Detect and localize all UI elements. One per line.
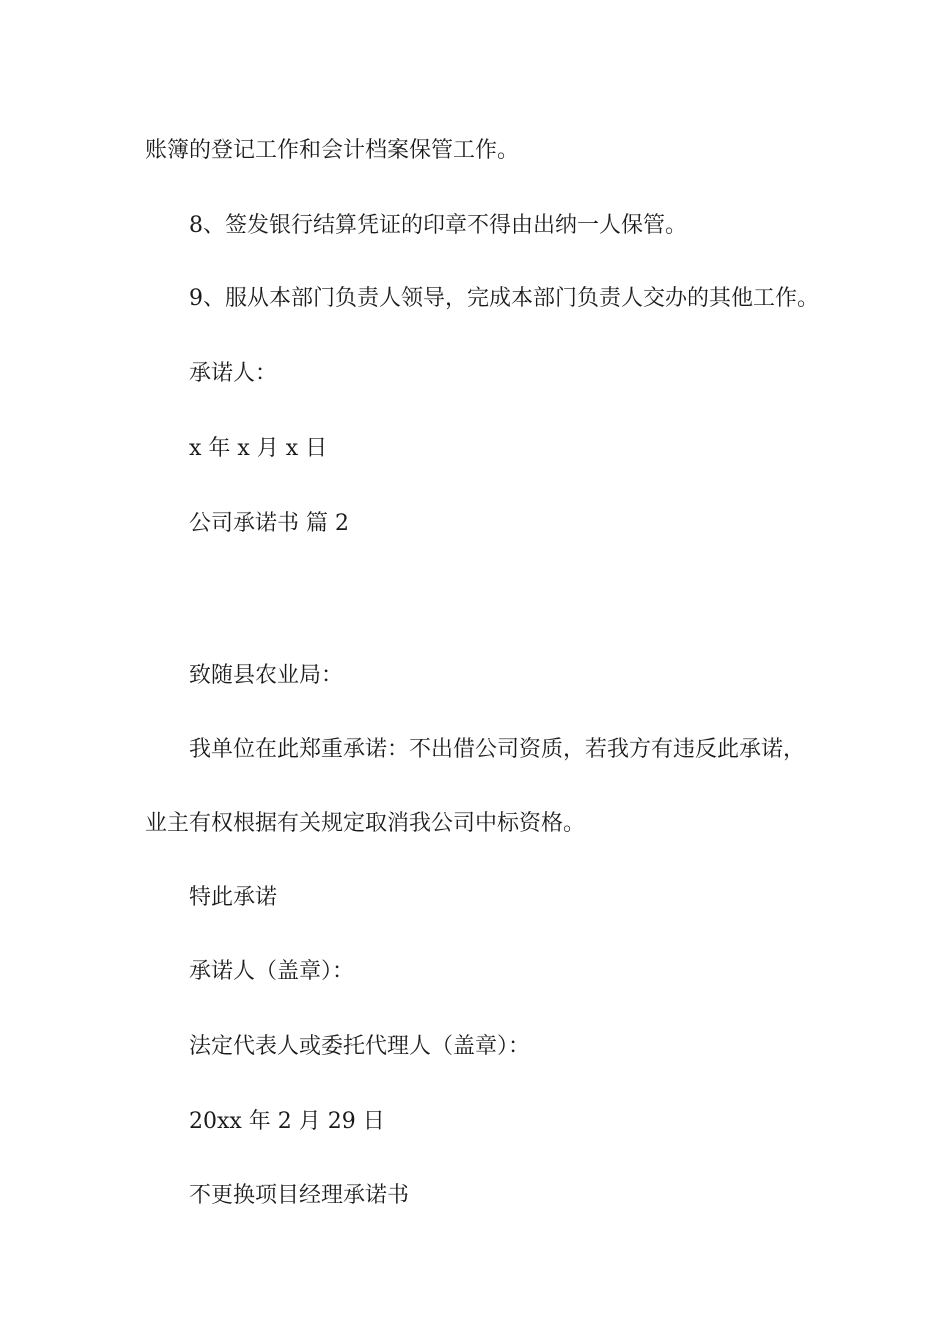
- closing-line: 特此承诺: [189, 885, 278, 910]
- paragraph-line-1: 我单位在此郑重承诺：不出借公司资质，若我方有违反此承诺，: [189, 737, 806, 762]
- paragraph-line-2: 业主有权根据有关规定取消我公司中标资格。: [145, 811, 586, 836]
- text-line-continuation: 账簿的登记工作和会计档案保管工作。: [145, 138, 520, 163]
- signature-label: 承诺人：: [189, 361, 278, 386]
- text-item-9: 9、服从本部门负责人领导，完成本部门负责人交办的其他工作。: [189, 286, 819, 311]
- next-document-title: 不更换项目经理承诺书: [189, 1183, 410, 1208]
- signatory-seal-label: 承诺人（盖章）：: [189, 959, 355, 984]
- signing-date: 20xx 年 2 月 29 日: [189, 1109, 385, 1134]
- addressee-line: 致随县农业局：: [189, 663, 344, 688]
- representative-seal-label: 法定代表人或委托代理人（盖章）：: [189, 1034, 531, 1059]
- section-heading: 公司承诺书 篇 2: [189, 511, 349, 536]
- date-line: x 年 x 月 x 日: [189, 436, 328, 461]
- text-item-8: 8、签发银行结算凭证的印章不得由出纳一人保管。: [189, 213, 687, 238]
